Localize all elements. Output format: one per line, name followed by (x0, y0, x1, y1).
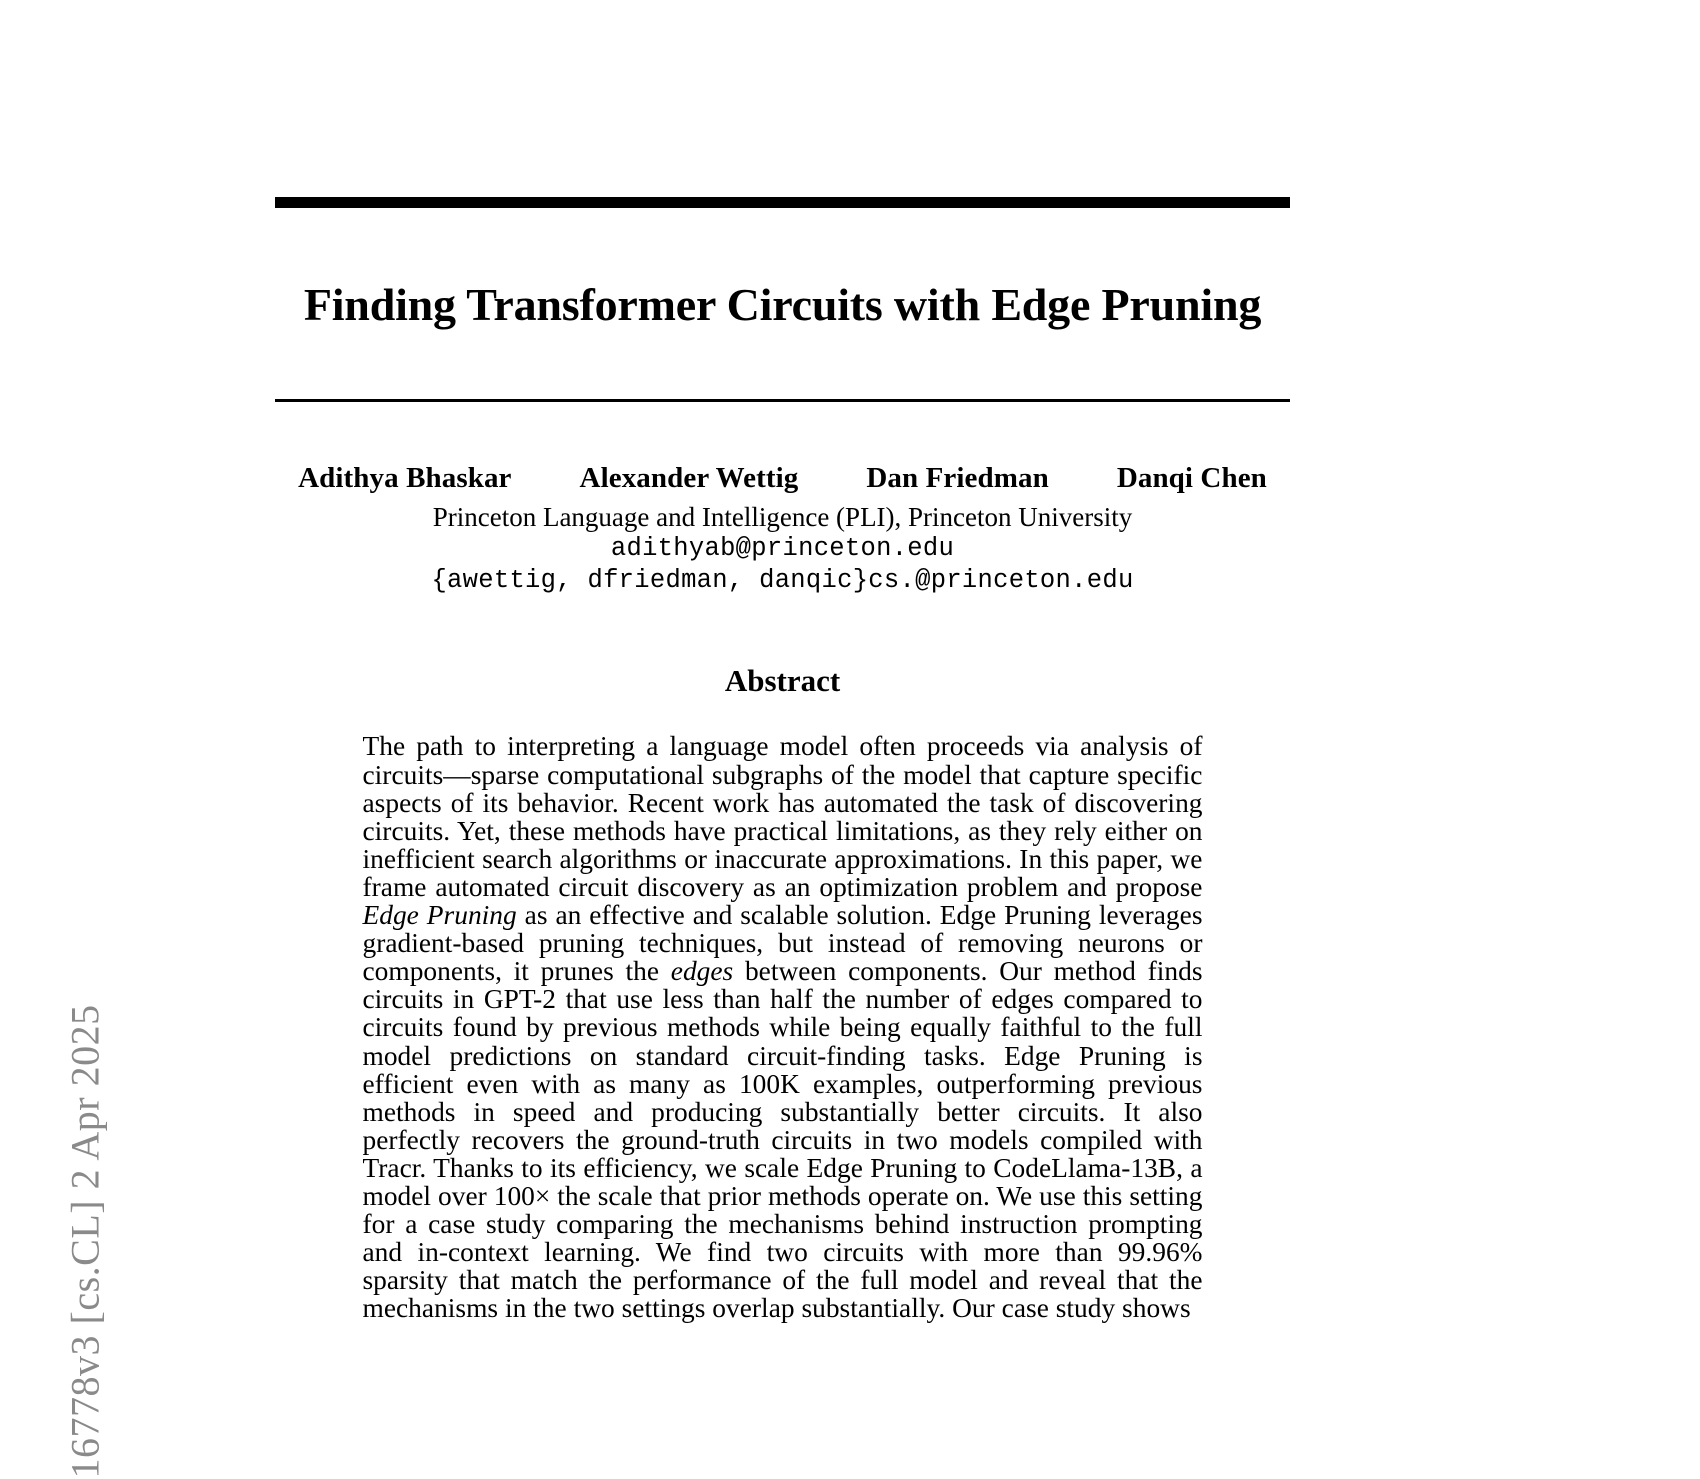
title-block (275, 0, 1290, 402)
abstract-emphasis-edges: edges (670, 956, 734, 987)
abstract-emphasis-edge-pruning: Edge Pruning (362, 900, 517, 931)
arxiv-stamp (0, 0, 120, 1479)
author-email-primary: adithyab@princeton.edu (610, 534, 955, 564)
author-name: Alexander Wettig (579, 462, 799, 495)
title-top-rule (275, 197, 1290, 208)
author-name: Adithya Bhaskar (298, 462, 512, 495)
paper-page-column (275, 0, 1290, 1322)
author-name: Danqi Chen (1116, 462, 1267, 495)
abstract-body (363, 732, 1203, 1322)
affiliation: Princeton Language and Intelligence (PLI), Princeton University (432, 502, 1133, 533)
abstract-paragraph (363, 732, 1203, 1322)
author-name-list (275, 464, 1290, 498)
abstract-text-part-1: The path to interpreting a language model often proceeds via analysis of circuits—sparse computational subgraphs of the model that capture specific aspects of its behavior. Recent work has automated the task of discovering circuits. Yet, these methods have practical limitations, as they rely either on inefficient search algorithms or inaccurate approximations. In this paper, we frame automated circuit discovery as an optimization problem and propose (362, 731, 1203, 902)
abstract-text-part-2: as an effective and scalable solution. Edge Pruning leverages gradient-based pruning techniques, but instead of removing neurons or components, it prunes the (362, 900, 1203, 987)
arxiv-stamp-text: 16778v3 [cs.CL] 2 Apr 2025 (62, 1004, 108, 1479)
author-name: Dan Friedman (866, 462, 1049, 495)
page-title: Finding Transformer Circuits with Edge Pruning (303, 278, 1262, 330)
abstract-section (275, 595, 1290, 1322)
abstract-heading: Abstract (724, 663, 841, 699)
author-block (275, 402, 1290, 595)
author-email-group: {awettig, dfriedman, danqic}cs.@princeton.edu (431, 565, 1134, 595)
abstract-text-part-3: between components. Our method finds circuits in GPT-2 that use less than half the number of edges compared to circuits found by previous methods while being equally faithful to the full model predictions on standard circuit-finding tasks. Edge Pruning is efficient even with as many as 100K examples, outperforming previous methods in speed and producing substantially better circuits. It also perfectly recovers the ground-truth circuits in two models compiled with Tracr. Thanks to its efficiency, we scale Edge Pruning to CodeLlama-13B, a model over 100× the scale that prior methods operate on. We use this setting for a case study comparing the mechanisms behind instruction prompting and in-context learning. We find two circuits with more than 99.96% sparsity that match the performance of the full model and reveal that the mechanisms in the two settings overlap substantially. Our case study shows (362, 956, 1203, 1324)
